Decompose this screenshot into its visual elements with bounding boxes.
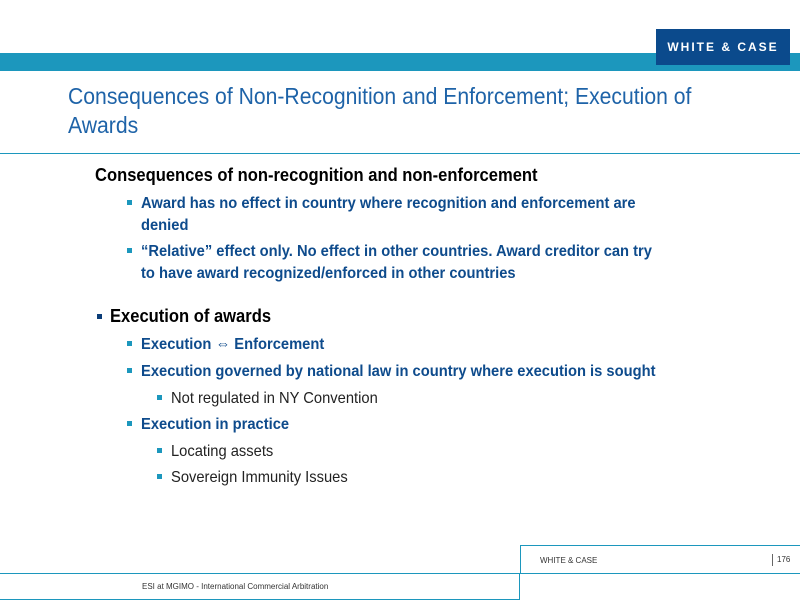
footer-caption: ESI at MGIMO - International Commercial Arbitration (142, 582, 329, 591)
section2-item3: Execution in practice (141, 416, 290, 433)
bullet-square-icon (127, 200, 132, 205)
bullet-square-icon (97, 314, 102, 319)
section2-item3-sub2: Sovereign Immunity Issues (171, 469, 348, 486)
section2-item2-sub1: Not regulated in NY Convention (171, 390, 378, 407)
section2-item1-b: Enforcement (234, 336, 325, 353)
company-logo: WHITE & CASE (656, 29, 790, 65)
section1-heading: Consequences of non-recognition and non-enforcement (95, 165, 538, 185)
double-arrow-icon: ⇔ (215, 336, 231, 353)
section1-item2-line2: to have award recognized/enforced in other countries (141, 265, 516, 282)
section2-item1 (141, 334, 324, 355)
section1-item1-line2: denied (141, 217, 189, 234)
section2-item1-a: Execution (141, 336, 212, 353)
bullet-square-icon (127, 248, 132, 253)
bullet-square-icon (157, 448, 162, 453)
slide-title (68, 82, 694, 140)
bullet-square-icon (127, 341, 132, 346)
bullet-square-icon (127, 368, 132, 373)
bullet-square-icon (157, 474, 162, 479)
footer-brand: WHITE & CASE (540, 556, 598, 565)
bullet-square-icon (127, 421, 132, 426)
section2-heading: Execution of awards (110, 306, 272, 326)
section1-item2-line1: “Relative” effect only. No effect in other countries. Award creditor can try (141, 243, 652, 260)
slide-title-line1: Consequences of Non-Recognition and Enforcement; Execution of (68, 83, 692, 109)
bullet-square-icon (157, 395, 162, 400)
slide-title-line2: Awards (68, 112, 139, 138)
page-number: 176 (777, 555, 791, 564)
footer-separator (772, 554, 773, 566)
section1-item1-line1: Award has no effect in country where recognition and enforcement are (141, 195, 636, 212)
title-divider (0, 153, 800, 154)
section2-item2: Execution governed by national law in country where execution is sought (141, 363, 656, 380)
section2-item3-sub1: Locating assets (171, 443, 274, 460)
